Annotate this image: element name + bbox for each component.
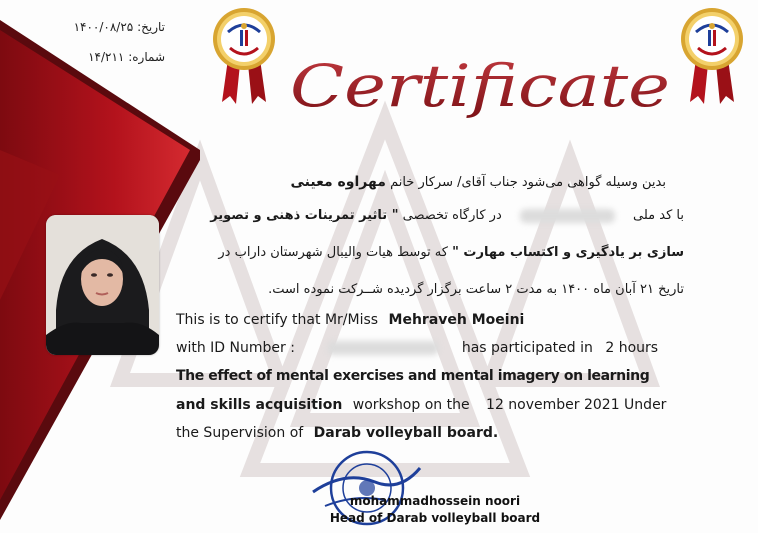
volleyball-board-logo-right bbox=[680, 4, 744, 109]
english-line-5: the Supervision of Darab volleyball board. bbox=[176, 425, 499, 441]
certificate-title-text: Certificate bbox=[290, 52, 670, 120]
number-field bbox=[40, 50, 165, 64]
english-line-1: This is to certify that Mr/Miss Mehraveh Moeini bbox=[176, 312, 525, 328]
workshop-title-en: The effect of mental exercises and mental imagery on learning bbox=[176, 368, 650, 384]
date-label: تاریخ: bbox=[137, 20, 165, 34]
signer-name: mohammadhossein noori bbox=[349, 494, 521, 508]
persian-line-3: سازی بر یادگیری و اکتساب مهارت " که توسط هیات والیبال شهرستان داراب در bbox=[218, 245, 684, 260]
recipient-photo bbox=[46, 215, 159, 355]
board-name-en: Darab volleyball board. bbox=[313, 425, 499, 441]
redacted-id-en bbox=[327, 341, 439, 355]
english-line-4: and skills acquisition workshop on the 12 november 2021 Under bbox=[176, 397, 667, 413]
english-line-2: with ID Number : has participated in 2 hours bbox=[176, 340, 659, 356]
certificate-title bbox=[285, 50, 675, 120]
recipient-name-fa: مهراوه معینی bbox=[290, 174, 386, 190]
persian-line-1: بدین وسیله گواهی می‌شود جناب آقای/ سرکار خانم مهراوه معینی bbox=[290, 174, 666, 190]
persian-line-2: با کد ملی در کارگاه تخصصی " تاثیر تمرینات ذهنی و تصویر bbox=[210, 208, 684, 223]
signer-title: Head of Darab volleyball board bbox=[329, 511, 541, 525]
number-label: شماره: bbox=[128, 50, 165, 64]
persian-line-4: تاریخ ۲۱ آبان ماه ۱۴۰۰ به مدت ۲ ساعت برگزار گردیده شــرکت نموده است. bbox=[268, 282, 684, 297]
volleyball-board-logo-left bbox=[212, 4, 276, 109]
english-line-3 bbox=[176, 368, 649, 384]
recipient-name-en: Mehraveh Moeini bbox=[388, 312, 525, 328]
date-field bbox=[40, 20, 165, 34]
date-value: ۱۴۰۰/۰۸/۲۵ bbox=[73, 20, 134, 34]
redacted-id-fa bbox=[520, 209, 615, 223]
number-value: ۱۴/۲۱۱ bbox=[88, 50, 125, 64]
